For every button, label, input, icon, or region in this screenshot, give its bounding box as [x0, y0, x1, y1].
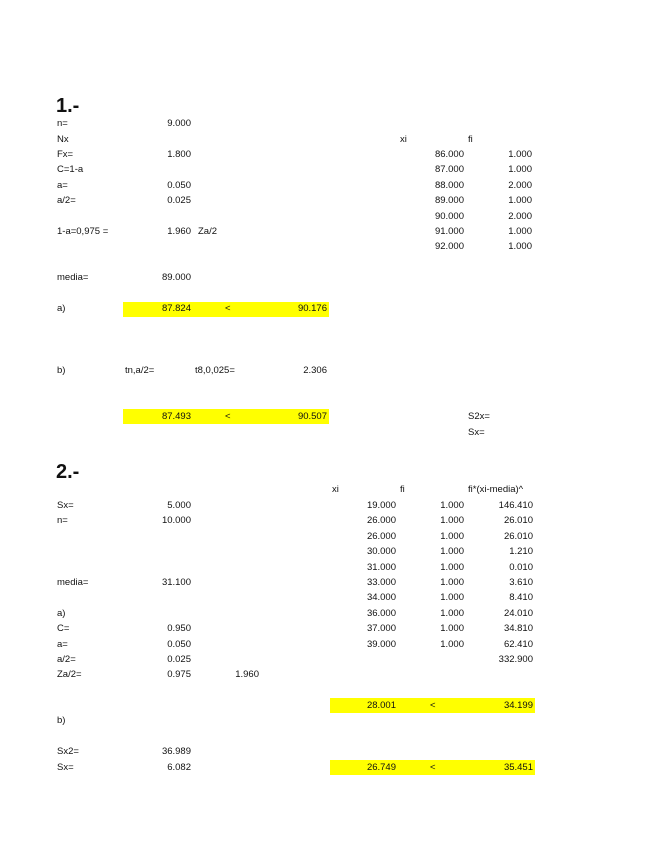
table1-header-fi: fi: [468, 134, 473, 145]
table-cell-fi: 2.000: [508, 179, 532, 191]
label-a-half: a/2=: [57, 195, 76, 206]
label-c-2: C=: [57, 623, 70, 634]
table-cell-xi: 92.000: [434, 241, 464, 253]
label-part-a-2: a): [57, 608, 66, 619]
label-a-half-2: a/2=: [57, 654, 76, 665]
label-part-a: a): [57, 303, 66, 314]
table-cell-dev: 146.410: [498, 500, 533, 511]
table-cell-fi: 1.000: [440, 576, 464, 588]
interval-b-2-sign: <: [430, 762, 436, 773]
value-z-2: 1.960: [235, 669, 259, 680]
table-cell-xi: 34.000: [366, 592, 396, 604]
label-sx2: Sx2=: [57, 746, 79, 757]
interval-a-sign: <: [225, 303, 231, 314]
label-sx-2: Sx=: [57, 500, 74, 511]
value-a-2: 0.050: [167, 639, 191, 650]
table-cell-fi: 1.000: [440, 530, 464, 542]
label-z-half: Za/2: [198, 226, 218, 237]
table-cell-xi: 30.000: [366, 546, 396, 558]
table1-header-xi: xi: [400, 134, 407, 145]
label-s2x: S2x=: [468, 411, 490, 422]
table-row: [395, 180, 535, 195]
table-cell-dev: 34.810: [503, 623, 533, 635]
table-row: [330, 577, 535, 592]
interval-a-low: 87.824: [161, 303, 191, 314]
table-cell-fi: 1.000: [440, 607, 464, 619]
interval-b-high: 90.507: [297, 411, 327, 422]
table-cell-fi: 1.000: [508, 241, 532, 253]
value-media: 89.000: [161, 272, 191, 283]
table-cell-fi: 1.000: [440, 546, 464, 558]
interval-b-2-low: 26.749: [366, 762, 396, 773]
interval-a-2-high: 34.199: [503, 700, 533, 711]
interval-b-2-high: 35.451: [503, 762, 533, 773]
table-row: [395, 226, 535, 241]
table-row: [395, 149, 535, 164]
table-cell-xi: 31.000: [366, 561, 396, 573]
value-a-half: 0.025: [167, 195, 191, 206]
label-media: media=: [57, 272, 89, 283]
table-cell-xi: 91.000: [434, 225, 464, 237]
table-cell-fi: 1.000: [508, 164, 532, 176]
value-media-2: 31.100: [161, 577, 191, 588]
table-cell-fi: 1.000: [440, 638, 464, 650]
value-n: 9.000: [167, 118, 191, 129]
label-media-2: media=: [57, 577, 89, 588]
label-tn: tn,a/2=: [125, 365, 155, 376]
table-cell-xi: 37.000: [366, 623, 396, 635]
label-one-minus-a: 1-a=0,975 =: [57, 226, 109, 237]
interval-b-sign: <: [225, 411, 231, 422]
value-t: 2.306: [303, 365, 327, 376]
label-a-2: a=: [57, 639, 68, 650]
table-cell-fi: 1.000: [508, 225, 532, 237]
table-cell-xi: 90.000: [434, 210, 464, 222]
table-cell-dev: 24.010: [503, 607, 533, 619]
table-cell-fi: 1.000: [508, 195, 532, 207]
label-sx-b: Sx=: [57, 762, 74, 773]
table-cell-fi: 1.000: [508, 149, 532, 160]
table2-total: 332.900: [498, 654, 533, 665]
table-cell-xi: 88.000: [434, 179, 464, 191]
table-cell-dev: 0.010: [509, 561, 533, 573]
value-fx: 1.800: [167, 149, 191, 160]
interval-a-2-low: 28.001: [366, 700, 396, 711]
section-2-heading: 2.-: [56, 461, 80, 483]
interval-a-high: 90.176: [297, 303, 327, 314]
table-row: [330, 515, 535, 530]
value-n-2: 10.000: [161, 515, 191, 526]
table-row: [395, 211, 535, 226]
interval-b-low: 87.493: [161, 411, 191, 422]
table-row: [330, 639, 535, 654]
value-z: 1.960: [167, 226, 191, 237]
label-t8: t8,0,025=: [195, 365, 235, 376]
label-nx: Nx: [57, 134, 69, 145]
table-cell-xi: 26.000: [366, 530, 396, 542]
label-part-b: b): [57, 365, 66, 376]
label-n-2: n=: [57, 515, 68, 526]
table-cell-xi: 89.000: [434, 195, 464, 207]
table-row: [330, 623, 535, 638]
table-row: [330, 500, 535, 515]
table-row: [395, 195, 535, 210]
section-1-heading: 1.-: [56, 95, 80, 117]
table2-header-xi: xi: [332, 484, 339, 495]
table-cell-xi: 86.000: [434, 149, 464, 160]
frequency-table-1: [395, 149, 535, 257]
table-cell-fi: 1.000: [440, 592, 464, 604]
table-row: [330, 592, 535, 607]
label-n: n=: [57, 118, 68, 129]
table-cell-dev: 8.410: [509, 592, 533, 604]
table-cell-fi: 1.000: [440, 561, 464, 573]
value-a: 0.050: [167, 180, 191, 191]
table-cell-xi: 39.000: [366, 638, 396, 650]
interval-a-2-sign: <: [430, 700, 436, 711]
table-cell-dev: 62.410: [503, 638, 533, 650]
table2-header-fi: fi: [400, 484, 405, 495]
value-sx-2: 5.000: [167, 500, 191, 511]
table-cell-fi: 1.000: [440, 500, 464, 511]
label-c: C=1-a: [57, 164, 84, 175]
label-z-half-2: Za/2=: [57, 669, 82, 680]
label-fx: Fx=: [57, 149, 74, 160]
table-row: [330, 546, 535, 561]
frequency-table-2: [330, 500, 535, 654]
table-cell-xi: 33.000: [366, 576, 396, 588]
value-sx-b: 6.082: [167, 762, 191, 773]
table-cell-xi: 26.000: [366, 515, 396, 527]
table-cell-fi: 2.000: [508, 210, 532, 222]
table-cell-dev: 26.010: [503, 530, 533, 542]
value-a-half-2: 0.025: [167, 654, 191, 665]
label-sx: Sx=: [468, 427, 485, 438]
table-row: [330, 608, 535, 623]
table-cell-dev: 1.210: [509, 546, 533, 558]
table-cell-fi: 1.000: [440, 623, 464, 635]
table-cell-xi: 87.000: [434, 164, 464, 176]
table-cell-dev: 3.610: [509, 576, 533, 588]
label-part-b-2: b): [57, 715, 66, 726]
table-row: [395, 241, 535, 256]
value-c-2: 0.950: [167, 623, 191, 634]
table-cell-xi: 19.000: [366, 500, 396, 511]
table-row: [330, 531, 535, 546]
table2-header-dev: fi*(xi-media)^: [468, 484, 524, 495]
table-row: [330, 562, 535, 577]
value-sx2: 36.989: [161, 746, 191, 757]
table-cell-dev: 26.010: [503, 515, 533, 527]
label-a: a=: [57, 180, 68, 191]
value-z-half-2: 0.975: [167, 669, 191, 680]
table-cell-fi: 1.000: [440, 515, 464, 527]
table-cell-xi: 36.000: [366, 607, 396, 619]
table-row: [395, 164, 535, 179]
